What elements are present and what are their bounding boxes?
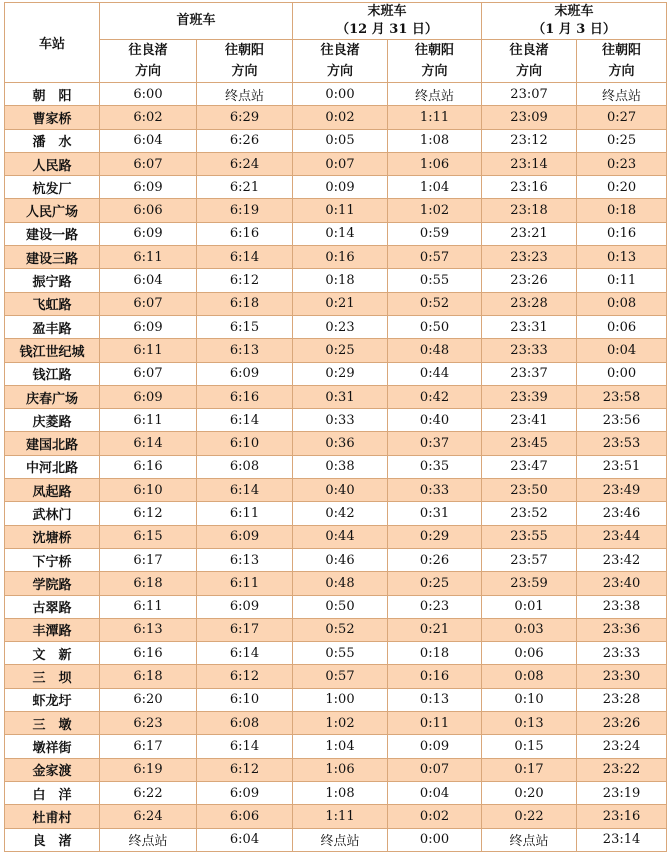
time-cell: 6:19	[100, 758, 197, 781]
time-cell: 1:06	[293, 758, 388, 781]
time-cell: 6:11	[100, 339, 197, 362]
time-cell: 0:18	[388, 642, 482, 665]
time-cell: 0:29	[388, 525, 482, 548]
time-cell: 0:18	[577, 199, 667, 222]
station-name-cell: 学院路	[5, 572, 100, 595]
table-row	[5, 176, 667, 199]
time-cell: 6:10	[100, 479, 197, 502]
table-row	[5, 339, 667, 362]
time-cell: 1:04	[388, 176, 482, 199]
time-cell: 0:11	[388, 712, 482, 735]
station-name-cell: 下宁桥	[5, 548, 100, 571]
time-cell: 0:25	[293, 339, 388, 362]
table-row	[5, 665, 667, 688]
direction-suffix: 方向	[231, 64, 258, 79]
time-cell: 0:03	[482, 618, 577, 641]
time-cell: 23:07	[482, 83, 577, 106]
time-cell: 0:57	[388, 246, 482, 269]
time-cell: 6:00	[100, 83, 197, 106]
station-name-cell: 建设三路	[5, 246, 100, 269]
station-column-header	[5, 3, 100, 83]
time-cell: 0:37	[388, 432, 482, 455]
time-cell: 23:33	[577, 642, 667, 665]
time-cell: 0:10	[482, 688, 577, 711]
table-row	[5, 222, 667, 245]
time-cell: 6:06	[197, 805, 293, 828]
time-cell: 6:17	[100, 735, 197, 758]
station-name-cell: 人民广场	[5, 199, 100, 222]
station-name-cell: 人民路	[5, 152, 100, 175]
time-cell: 0:04	[577, 339, 667, 362]
direction-label: 往良渚	[509, 43, 549, 58]
time-cell: 23:46	[577, 502, 667, 525]
time-cell: 0:46	[293, 548, 388, 571]
time-cell: 0:33	[388, 479, 482, 502]
last-train-dec31-date: （12 月 31 日）	[336, 22, 438, 37]
time-cell: 6:13	[197, 339, 293, 362]
direction-label: 往朝阳	[602, 43, 642, 58]
time-cell: 0:08	[577, 292, 667, 315]
time-cell: 6:23	[100, 712, 197, 735]
time-cell: 23:19	[577, 781, 667, 804]
table-row	[5, 479, 667, 502]
time-cell: 0:16	[577, 222, 667, 245]
time-cell: 6:13	[100, 618, 197, 641]
table-row	[5, 781, 667, 804]
station-name-cell: 虾龙圩	[5, 688, 100, 711]
time-cell: 23:22	[577, 758, 667, 781]
time-cell: 0:31	[293, 385, 388, 408]
time-cell: 23:28	[577, 688, 667, 711]
table-row	[5, 712, 667, 735]
time-cell: 0:40	[388, 409, 482, 432]
time-cell: 0:20	[577, 176, 667, 199]
station-name-cell: 古翠路	[5, 595, 100, 618]
time-cell: 0:26	[388, 548, 482, 571]
time-cell: 0:44	[293, 525, 388, 548]
time-cell: 23:56	[577, 409, 667, 432]
time-cell: 6:14	[197, 735, 293, 758]
time-cell: 6:17	[100, 548, 197, 571]
time-cell: 23:42	[577, 548, 667, 571]
time-cell: 0:07	[293, 152, 388, 175]
time-cell: 0:48	[293, 572, 388, 595]
time-cell: 0:52	[293, 618, 388, 641]
time-cell: 23:58	[577, 385, 667, 408]
time-cell: 6:04	[100, 269, 197, 292]
time-cell: 6:12	[100, 502, 197, 525]
time-cell: 23:51	[577, 455, 667, 478]
time-cell: 6:21	[197, 176, 293, 199]
first-train-to-liangzhu-header	[100, 40, 197, 83]
jan3-to-chaoyang-header	[577, 40, 667, 83]
time-cell: 6:19	[197, 199, 293, 222]
table-row	[5, 269, 667, 292]
table-row	[5, 758, 667, 781]
time-cell: 6:18	[100, 665, 197, 688]
time-cell: 1:06	[388, 152, 482, 175]
table-row	[5, 688, 667, 711]
time-cell: 1:02	[388, 199, 482, 222]
time-cell: 6:08	[197, 712, 293, 735]
time-cell: 6:18	[197, 292, 293, 315]
time-cell: 0:13	[388, 688, 482, 711]
table-row	[5, 83, 667, 106]
time-cell: 23:38	[577, 595, 667, 618]
time-cell: 0:06	[577, 315, 667, 338]
time-cell: 6:02	[100, 106, 197, 129]
time-cell: 23:14	[577, 828, 667, 852]
time-cell: 6:26	[197, 129, 293, 152]
station-name-cell: 墩祥街	[5, 735, 100, 758]
time-cell: 23:33	[482, 339, 577, 362]
time-cell: 0:11	[293, 199, 388, 222]
station-name-cell: 三 坝	[5, 665, 100, 688]
table-row	[5, 106, 667, 129]
time-cell: 0:57	[293, 665, 388, 688]
station-name-cell: 钱江路	[5, 362, 100, 385]
last-train-dec31-header	[293, 3, 482, 40]
direction-label: 往良渚	[128, 43, 168, 58]
time-cell: 6:12	[197, 269, 293, 292]
time-cell: 6:12	[197, 758, 293, 781]
time-cell: 0:07	[388, 758, 482, 781]
direction-suffix: 方向	[134, 64, 161, 79]
time-cell: 23:36	[577, 618, 667, 641]
table-row	[5, 828, 667, 852]
time-cell: 0:00	[293, 83, 388, 106]
time-cell: 23:53	[577, 432, 667, 455]
time-cell: 6:10	[197, 432, 293, 455]
station-name-cell: 白 洋	[5, 781, 100, 804]
time-cell: 23:55	[482, 525, 577, 548]
time-cell: 6:22	[100, 781, 197, 804]
time-cell: 6:16	[197, 385, 293, 408]
time-cell: 6:10	[197, 688, 293, 711]
time-cell: 0:40	[293, 479, 388, 502]
time-cell: 6:04	[100, 129, 197, 152]
time-cell: 终点站	[100, 828, 197, 852]
time-cell: 6:17	[197, 618, 293, 641]
time-cell: 23:40	[577, 572, 667, 595]
time-cell: 0:17	[482, 758, 577, 781]
time-cell: 6:11	[100, 246, 197, 269]
station-name-cell: 沈塘桥	[5, 525, 100, 548]
time-cell: 6:24	[100, 805, 197, 828]
time-cell: 0:42	[388, 385, 482, 408]
time-cell: 0:20	[482, 781, 577, 804]
table-row	[5, 502, 667, 525]
time-cell: 6:09	[197, 525, 293, 548]
time-cell: 23:14	[482, 152, 577, 175]
time-cell: 0:15	[482, 735, 577, 758]
time-cell: 0:16	[293, 246, 388, 269]
table-row	[5, 246, 667, 269]
time-cell: 6:09	[100, 315, 197, 338]
time-cell: 6:13	[197, 548, 293, 571]
table-row	[5, 525, 667, 548]
time-cell: 6:09	[100, 222, 197, 245]
station-name-cell: 庆春广场	[5, 385, 100, 408]
time-cell: 23:37	[482, 362, 577, 385]
time-cell: 0:33	[293, 409, 388, 432]
time-cell: 6:09	[100, 176, 197, 199]
time-cell: 0:01	[482, 595, 577, 618]
time-cell: 0:36	[293, 432, 388, 455]
time-cell: 0:00	[577, 362, 667, 385]
time-cell: 0:11	[577, 269, 667, 292]
time-cell: 1:00	[293, 688, 388, 711]
table-row	[5, 432, 667, 455]
time-cell: 6:07	[100, 152, 197, 175]
dec31-to-chaoyang-header	[388, 40, 482, 83]
time-cell: 0:25	[577, 129, 667, 152]
last-train-jan3-title: 末班车	[554, 4, 594, 19]
last-train-dec31-title: 末班车	[367, 4, 407, 19]
table-row	[5, 152, 667, 175]
last-train-jan3-date: （1 月 3 日）	[532, 22, 616, 37]
time-cell: 1:04	[293, 735, 388, 758]
time-cell: 0:42	[293, 502, 388, 525]
time-cell: 0:13	[482, 712, 577, 735]
time-cell: 0:02	[293, 106, 388, 129]
time-cell: 23:26	[577, 712, 667, 735]
time-cell: 6:14	[197, 409, 293, 432]
time-cell: 0:14	[293, 222, 388, 245]
time-cell: 6:15	[197, 315, 293, 338]
station-name-cell: 丰潭路	[5, 618, 100, 641]
time-cell: 0:06	[482, 642, 577, 665]
timetable-header	[5, 3, 667, 83]
time-cell: 6:12	[197, 665, 293, 688]
station-name-cell: 建设一路	[5, 222, 100, 245]
station-name-cell: 庆菱路	[5, 409, 100, 432]
table-row	[5, 618, 667, 641]
time-cell: 6:06	[100, 199, 197, 222]
time-cell: 终点站	[293, 828, 388, 852]
time-cell: 0:48	[388, 339, 482, 362]
station-name-cell: 良 渚	[5, 828, 100, 852]
time-cell: 6:29	[197, 106, 293, 129]
time-cell: 0:55	[388, 269, 482, 292]
time-cell: 23:50	[482, 479, 577, 502]
time-cell: 23:30	[577, 665, 667, 688]
time-cell: 23:24	[577, 735, 667, 758]
time-cell: 6:11	[197, 502, 293, 525]
table-row	[5, 595, 667, 618]
time-cell: 6:08	[197, 455, 293, 478]
station-name-cell: 中河北路	[5, 455, 100, 478]
time-cell: 0:22	[482, 805, 577, 828]
time-cell: 0:16	[388, 665, 482, 688]
station-name-cell: 朝 阳	[5, 83, 100, 106]
table-row	[5, 292, 667, 315]
time-cell: 6:16	[100, 642, 197, 665]
direction-suffix: 方向	[327, 64, 354, 79]
time-cell: 0:23	[293, 315, 388, 338]
table-row	[5, 409, 667, 432]
station-name-cell: 杭发厂	[5, 176, 100, 199]
station-name-cell: 三 墩	[5, 712, 100, 735]
time-cell: 0:52	[388, 292, 482, 315]
station-name-cell: 文 新	[5, 642, 100, 665]
table-row	[5, 642, 667, 665]
time-cell: 0:55	[293, 642, 388, 665]
time-cell: 6:24	[197, 152, 293, 175]
time-cell: 23:57	[482, 548, 577, 571]
time-cell: 23:16	[577, 805, 667, 828]
time-cell: 6:11	[197, 572, 293, 595]
table-row	[5, 735, 667, 758]
time-cell: 23:47	[482, 455, 577, 478]
time-cell: 0:38	[293, 455, 388, 478]
station-name-cell: 潘 水	[5, 129, 100, 152]
time-cell: 6:09	[197, 781, 293, 804]
time-cell: 23:26	[482, 269, 577, 292]
time-cell: 23:16	[482, 176, 577, 199]
time-cell: 0:29	[293, 362, 388, 385]
time-cell: 23:41	[482, 409, 577, 432]
time-cell: 6:04	[197, 828, 293, 852]
table-row	[5, 129, 667, 152]
time-cell: 0:23	[388, 595, 482, 618]
time-cell: 23:52	[482, 502, 577, 525]
time-cell: 终点站	[197, 83, 293, 106]
station-name-cell: 曹家桥	[5, 106, 100, 129]
time-cell: 23:18	[482, 199, 577, 222]
time-cell: 23:39	[482, 385, 577, 408]
timetable-body	[5, 83, 667, 852]
time-cell: 6:16	[197, 222, 293, 245]
table-row	[5, 548, 667, 571]
station-name-cell: 振宁路	[5, 269, 100, 292]
time-cell: 0:27	[577, 106, 667, 129]
time-cell: 6:20	[100, 688, 197, 711]
station-name-cell: 杜甫村	[5, 805, 100, 828]
first-train-to-chaoyang-header	[197, 40, 293, 83]
table-row	[5, 805, 667, 828]
station-name-cell: 钱江世纪城	[5, 339, 100, 362]
time-cell: 6:07	[100, 362, 197, 385]
time-cell: 0:13	[577, 246, 667, 269]
table-row	[5, 315, 667, 338]
time-cell: 0:50	[293, 595, 388, 618]
time-cell: 0:09	[293, 176, 388, 199]
time-cell: 1:11	[388, 106, 482, 129]
time-cell: 终点站	[577, 83, 667, 106]
first-train-header	[100, 3, 293, 40]
station-name-cell: 武林门	[5, 502, 100, 525]
time-cell: 6:09	[197, 595, 293, 618]
direction-label: 往朝阳	[415, 43, 455, 58]
time-cell: 0:21	[293, 292, 388, 315]
station-name-cell: 建国北路	[5, 432, 100, 455]
time-cell: 0:59	[388, 222, 482, 245]
time-cell: 6:18	[100, 572, 197, 595]
time-cell: 6:07	[100, 292, 197, 315]
time-cell: 1:08	[388, 129, 482, 152]
time-cell: 23:21	[482, 222, 577, 245]
time-cell: 23:45	[482, 432, 577, 455]
last-train-jan3-header	[482, 3, 667, 40]
table-row	[5, 385, 667, 408]
direction-label: 往良渚	[320, 43, 360, 58]
table-row	[5, 572, 667, 595]
time-cell: 23:31	[482, 315, 577, 338]
timetable	[4, 2, 667, 852]
time-cell: 1:11	[293, 805, 388, 828]
time-cell: 6:16	[100, 455, 197, 478]
station-name-cell: 盈丰路	[5, 315, 100, 338]
direction-suffix: 方向	[608, 64, 635, 79]
time-cell: 6:14	[100, 432, 197, 455]
time-cell: 0:31	[388, 502, 482, 525]
time-cell: 0:50	[388, 315, 482, 338]
time-cell: 0:00	[388, 828, 482, 852]
time-cell: 0:08	[482, 665, 577, 688]
time-cell: 6:14	[197, 642, 293, 665]
time-cell: 1:02	[293, 712, 388, 735]
time-cell: 23:28	[482, 292, 577, 315]
time-cell: 1:08	[293, 781, 388, 804]
time-cell: 0:09	[388, 735, 482, 758]
time-cell: 0:25	[388, 572, 482, 595]
station-name-cell: 凤起路	[5, 479, 100, 502]
station-name-cell: 飞虹路	[5, 292, 100, 315]
table-row	[5, 455, 667, 478]
time-cell: 23:59	[482, 572, 577, 595]
time-cell: 6:14	[197, 479, 293, 502]
station-header-label: 车站	[38, 37, 65, 52]
first-train-label: 首班车	[176, 13, 216, 28]
time-cell: 23:12	[482, 129, 577, 152]
direction-label: 往朝阳	[225, 43, 265, 58]
time-cell: 0:23	[577, 152, 667, 175]
time-cell: 0:35	[388, 455, 482, 478]
time-cell: 终点站	[482, 828, 577, 852]
table-row	[5, 199, 667, 222]
time-cell: 23:23	[482, 246, 577, 269]
time-cell: 23:44	[577, 525, 667, 548]
time-cell: 0:18	[293, 269, 388, 292]
time-cell: 6:14	[197, 246, 293, 269]
time-cell: 23:09	[482, 106, 577, 129]
time-cell: 0:05	[293, 129, 388, 152]
time-cell: 0:02	[388, 805, 482, 828]
time-cell: 6:11	[100, 595, 197, 618]
direction-suffix: 方向	[516, 64, 543, 79]
time-cell: 0:21	[388, 618, 482, 641]
time-cell: 0:04	[388, 781, 482, 804]
station-name-cell: 金家渡	[5, 758, 100, 781]
direction-suffix: 方向	[421, 64, 448, 79]
time-cell: 终点站	[388, 83, 482, 106]
table-row	[5, 362, 667, 385]
time-cell: 6:15	[100, 525, 197, 548]
time-cell: 6:09	[197, 362, 293, 385]
time-cell: 6:11	[100, 409, 197, 432]
jan3-to-liangzhu-header	[482, 40, 577, 83]
time-cell: 23:49	[577, 479, 667, 502]
time-cell: 6:09	[100, 385, 197, 408]
dec31-to-liangzhu-header	[293, 40, 388, 83]
time-cell: 0:44	[388, 362, 482, 385]
